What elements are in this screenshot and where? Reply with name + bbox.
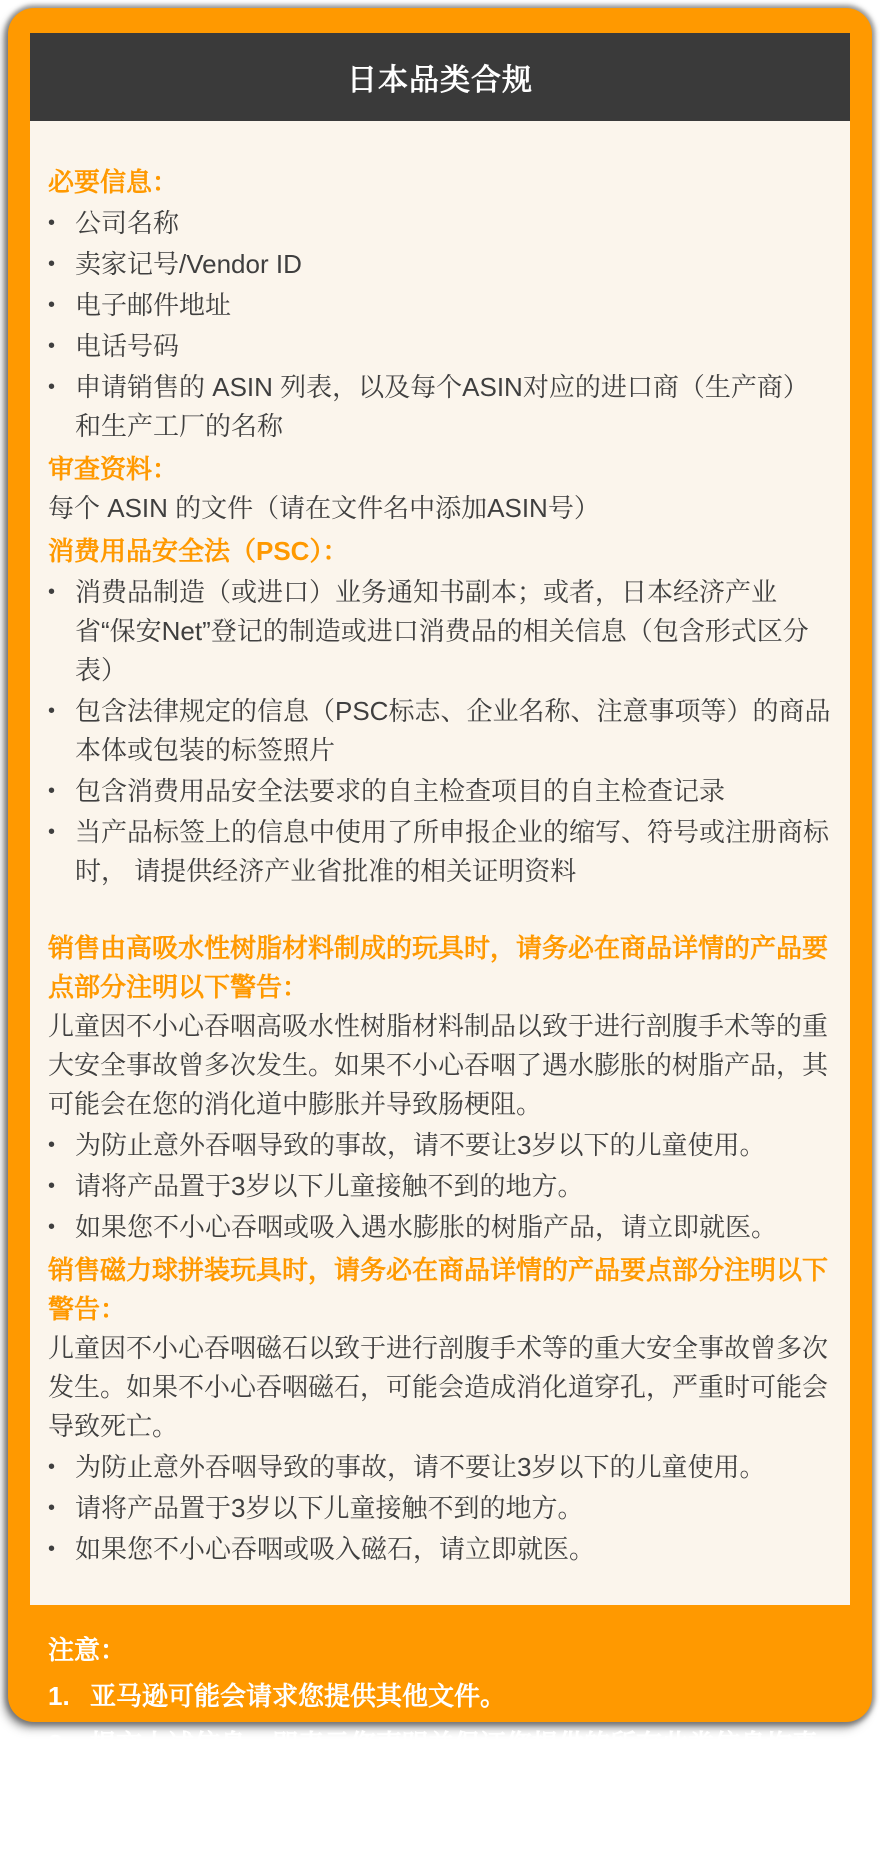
bullet-marker: • (48, 253, 56, 275)
footer-heading: 注意： (48, 1635, 127, 1665)
list-item-text: 申请销售的 ASIN 列表，以及每个ASIN对应的进口商（生产商）和生产工厂的名称 (75, 372, 809, 441)
list-item-text: 请将产品置于3岁以下儿童接触不到的地方。 (75, 1493, 584, 1523)
bullet-marker: • (48, 1134, 56, 1156)
footer-item (48, 1725, 832, 1839)
footer-item-number: 1. (48, 1681, 70, 1711)
list-item-text: 如果您不小心吞咽或吸入遇水膨胀的树脂产品，请立即就医。 (75, 1212, 778, 1242)
list-item (48, 813, 832, 891)
footer-item-text: 提交上述信息，即表示您声明并保证您提供的所有此类信息均真实准确。如果您违反此声明或保证，亚马逊可能会终止您的销售权限。 (90, 1729, 819, 1835)
list-item-text: 为防止意外吞咽导致的事故，请不要让3岁以下的儿童使用。 (75, 1130, 766, 1160)
list-item (48, 368, 832, 446)
list-item-text: 包含消费用品安全法要求的自主检查项目的自主检查记录 (75, 776, 726, 806)
list-item-text: 如果您不小心吞咽或吸入磁石，请立即就医。 (75, 1534, 596, 1564)
card-footer (30, 1605, 850, 1849)
review-docs-paragraph: 每个 ASIN 的文件（请在文件名中添加ASIN号） (48, 493, 600, 523)
psc-list (48, 573, 832, 891)
list-item (48, 1167, 832, 1206)
bullet-marker: • (48, 700, 56, 722)
list-item-text: 请将产品置于3岁以下儿童接触不到的地方。 (75, 1171, 584, 1201)
bullet-marker: • (48, 294, 56, 316)
footer-item-text: 亚马逊可能会请求您提供其他文件。 (90, 1681, 507, 1711)
list-item (48, 772, 832, 811)
bullet-marker: • (48, 1216, 56, 1238)
list-item-text: 电话号码 (75, 331, 180, 361)
bullet-marker: • (48, 1497, 56, 1519)
resin-warning-paragraph: 儿童因不小心吞咽高吸水性树脂材料制品以致于进行剖腹手术等的重大安全事故曾多次发生。如果不小心吞咽了遇水膨胀的树脂产品，其可能会在您的消化道中膨胀并导致肠梗阻。 (48, 1011, 829, 1119)
list-item (48, 1126, 832, 1165)
list-item (48, 245, 832, 284)
list-item-text: 包含法律规定的信息（PSC标志、企业名称、注意事项等）的商品本体或包装的标签照片 (75, 696, 831, 765)
magnet-warning-paragraph: 儿童因不小心吞咽磁石以致于进行剖腹手术等的重大安全事故曾多次发生。如果不小心吞咽磁石，可能会造成消化道穿孔，严重时可能会导致死亡。 (48, 1333, 829, 1441)
magnet-warning-list (48, 1448, 832, 1569)
bullet-marker: • (48, 780, 56, 802)
list-item (48, 327, 832, 366)
required-info-list (48, 204, 832, 446)
bullet-marker: • (48, 376, 56, 398)
section-heading-magnet-warning: 销售磁力球拼装玩具时，请务必在商品详情的产品要点部分注明以下警告： (48, 1255, 829, 1324)
resin-warning-list (48, 1126, 832, 1247)
list-item-text: 为防止意外吞咽导致的事故，请不要让3岁以下的儿童使用。 (75, 1452, 766, 1482)
card-body (30, 121, 850, 1605)
list-item-text: 卖家记号/Vendor ID (75, 249, 302, 279)
bullet-marker: • (48, 581, 56, 603)
list-item-text: 当产品标签上的信息中使用了所申报企业的缩写、符号或注册商标时， 请提供经济产业省批准的相关证明资料 (75, 817, 830, 886)
bullet-marker: • (48, 212, 56, 234)
bullet-marker: • (48, 821, 56, 843)
bullet-marker: • (48, 1175, 56, 1197)
footer-item-number: 2. (48, 1729, 70, 1759)
card-header (30, 33, 850, 121)
list-item-text: 消费品制造（或进口）业务通知书副本；或者，日本经济产业省“保安Net”登记的制造或进口消费品的相关信息（包含形式区分表） (75, 577, 809, 685)
page-title: 日本品类合规 (347, 64, 533, 97)
footer-item (48, 1677, 832, 1715)
list-item (48, 286, 832, 325)
list-item (48, 204, 832, 243)
list-item (48, 1208, 832, 1247)
section-heading-psc: 消费用品安全法（PSC）： (48, 536, 349, 566)
list-item-text: 公司名称 (75, 208, 180, 238)
list-item (48, 1448, 832, 1487)
list-item (48, 573, 832, 690)
list-item-text: 电子邮件地址 (75, 290, 232, 320)
list-item (48, 692, 832, 770)
list-item (48, 1489, 832, 1528)
bullet-marker: • (48, 1456, 56, 1478)
section-heading-required-info: 必要信息： (48, 167, 179, 197)
bullet-marker: • (48, 335, 56, 357)
section-heading-review-docs: 审查资料： (48, 454, 179, 484)
section-heading-resin-warning: 销售由高吸水性树脂材料制成的玩具时，请务必在商品详情的产品要点部分注明以下警告： (48, 933, 829, 1002)
compliance-card (8, 8, 872, 1835)
list-item (48, 1530, 832, 1569)
bullet-marker: • (48, 1538, 56, 1560)
